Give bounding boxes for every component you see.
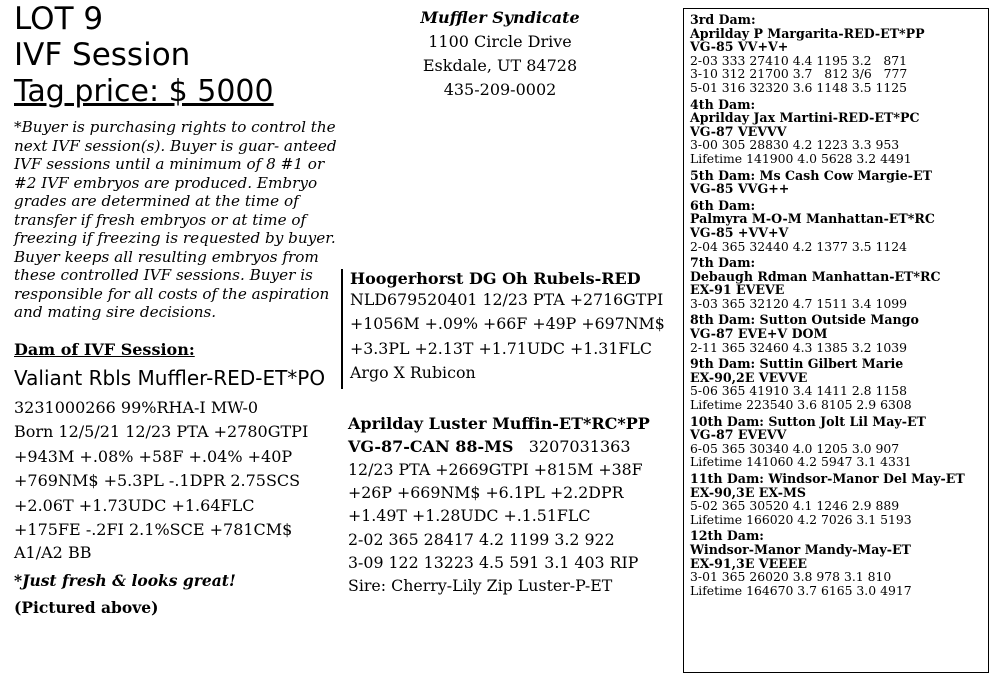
pedigree-dam-label: 6th Dam:: [690, 197, 756, 213]
consignor-address-line1: 1100 Circle Drive: [428, 32, 572, 51]
granddam-name: Aprilday Luster Muffin-ET*RC*PP: [348, 414, 650, 433]
consignor-phone: 435-209-0002: [443, 80, 557, 99]
pedigree-dam-classification: VG-85 VVG++: [690, 181, 790, 197]
pedigree-dam-label: 5th Dam: Ms Cash Cow Margie-ET: [690, 167, 932, 183]
pedigree-dam-classification: VG-85 VV+V+: [690, 39, 789, 55]
pedigree-dam-entry: [690, 313, 988, 354]
pedigree-dam-entry: [690, 98, 988, 166]
granddam-classification: VG-87-CAN 88-MS: [348, 437, 514, 456]
lot-number: LOT 9: [14, 1, 104, 37]
pedigree-dam-record: 5-02 365 30520 4.1 1246 2.9 889: [690, 498, 900, 514]
pedigree-dam-record: 6-05 365 30340 4.0 1205 3.0 907: [690, 440, 900, 456]
sire-detail-line: Argo X Rubicon: [350, 363, 476, 383]
pedigree-dam-record: Lifetime 166020 4.2 7026 3.1 5193: [690, 511, 912, 527]
granddam-detail-line: +26P +669NM$ +6.1PL +2.2DPR: [348, 483, 624, 503]
granddam-detail-line: 12/23 PTA +2669GTPI +815M +38F: [348, 460, 643, 479]
pedigree-dam-record: 5-06 365 41910 3.4 1411 2.8 1158: [690, 383, 908, 399]
granddam-details: [348, 458, 650, 597]
dam-detail-line: Born 12/5/21 12/23 PTA +2780GTPI: [14, 422, 309, 442]
pedigree-dam-label: 8th Dam: Sutton Outside Mango: [690, 312, 919, 328]
granddam-detail-line: +1.49T +1.28UDC +.1.51FLC: [348, 506, 591, 526]
pedigree-dam-record: Lifetime 223540 3.6 8105 2.9 6308: [690, 397, 912, 413]
pedigree-dam-entry: [690, 472, 988, 526]
pedigree-dam-entry: [690, 199, 988, 253]
lot-session-type: IVF Session: [14, 37, 191, 73]
pedigree-dam-label: 10th Dam: Sutton Jolt Lil May-ET: [690, 413, 926, 429]
pedigree-dam-record: 2-11 365 32460 4.3 1385 3.2 1039: [690, 339, 908, 355]
pedigree-dam-name: Windsor-Manor Mandy-May-ET: [690, 541, 911, 557]
pedigree-dam-classification: EX-91 EVEVE: [690, 282, 785, 298]
pedigree-dam-record: 2-03 333 27410 4.4 1195 3.2 871: [690, 52, 908, 68]
pedigree-dam-classification: EX-91,3E VEEEE: [690, 555, 807, 571]
pedigree-dam-classification: VG-85 +VV+V: [690, 224, 789, 240]
pedigree-dam-label: 3rd Dam:: [690, 12, 756, 27]
dam-detail-line: 3231000266 99%RHA-I MW-0: [14, 398, 259, 417]
pedigree-dam-classification: VG-87 VEVVV: [690, 123, 787, 139]
pedigree-dam-entry: [690, 13, 988, 95]
granddam-id: 3207031363: [528, 437, 631, 456]
sire-name: Hoogerhorst DG Oh Rubels-RED: [350, 269, 641, 288]
pedigree-dam-record: 5-01 316 32320 3.6 1148 3.5 1125: [690, 79, 908, 95]
dam-name: Valiant Rbls Muffler-RED-ET*PO: [14, 366, 326, 390]
pedigree-dam-classification: EX-90,2E VEVVE: [690, 369, 808, 385]
pedigree-dam-classification: VG-87 EVE+V DOM: [690, 326, 828, 342]
consignor-address-line2: Eskdale, UT 84728: [422, 56, 578, 75]
dam-details: [14, 396, 308, 542]
consignor-name: Muffler Syndicate: [420, 8, 580, 27]
pedigree-dam-classification: EX-90,3E EX-MS: [690, 484, 806, 500]
sire-block: [341, 269, 665, 389]
pedigree-dam-name: Palmyra M-O-M Manhattan-ET*RC: [690, 211, 935, 227]
sire-detail-line: +3.3PL +2.13T +1.71UDC +1.31FLC: [350, 338, 652, 358]
dam-pictured-note: (Pictured above): [14, 598, 159, 617]
granddam-detail-line: 2-02 365 28417 4.2 1199 3.2 922: [348, 529, 615, 549]
pedigree-dam-record: 3-03 365 32120 4.7 1511 3.4 1099: [690, 295, 908, 311]
pedigree-dam-label: 9th Dam: Suttin Gilbert Marie: [690, 356, 904, 372]
pedigree-dam-label: 4th Dam:: [690, 96, 756, 112]
pedigree-dam-record: Lifetime 141060 4.2 5947 3.1 4331: [690, 454, 912, 470]
pedigree-dam-record: Lifetime 164670 3.7 6165 3.0 4917: [690, 582, 912, 598]
granddam-detail-line: Sire: Cherry-Lily Zip Luster-P-ET: [348, 576, 613, 596]
dam-comment: *Just fresh & looks great!: [14, 571, 236, 590]
consignor-info: [380, 6, 620, 102]
granddam-detail-line: 3-09 122 13223 4.5 591 3.1 403 RIP: [348, 552, 639, 572]
tag-price: Tag price: $ 5000: [14, 74, 274, 109]
pedigree-dam-entry: [690, 415, 988, 469]
dam-detail-line: +2.06T +1.73UDC +1.64FLC: [14, 495, 255, 515]
pedigree-dam-record: 3-01 365 26020 3.8 978 3.1 810: [690, 569, 892, 585]
sire-detail-line: NLD679520401 12/23 PTA +2716GTPI: [350, 290, 664, 309]
pedigree-dam-record: Lifetime 141900 4.0 5628 3.2 4491: [690, 150, 912, 166]
sire-details: [350, 288, 665, 386]
pedigree-dam-record: 3-10 312 21700 3.7 812 3/6 777: [690, 66, 908, 82]
dam-detail-line: +769NM$ +5.3PL -.1DPR 2.75SCS: [14, 471, 301, 491]
maternal-granddam-block: [348, 412, 650, 597]
pedigree-dams-box: [683, 8, 989, 673]
granddam-classification-row: [348, 435, 650, 458]
dam-heading: Dam of IVF Session:: [14, 340, 195, 359]
sire-detail-line: +1056M +.09% +66F +49P +697NM$: [350, 314, 665, 334]
pedigree-dam-label: 11th Dam: Windsor-Manor Del May-ET: [690, 471, 965, 486]
dam-detail-line: +175FE -.2FI 2.1%SCE +781CM$: [14, 520, 293, 540]
pedigree-dam-classification: VG-87 EVEVV: [690, 427, 787, 443]
buyer-terms-note: *Buyer is purchasing rights to control the next IVF session(s). Buyer is guar- anteed IVF sessions until a minimum of 8 #1 or #2 IVF embryos are produced. Embryo grades are determined at the time of transfer if fresh embryos or at time of freezing if freezing is requested by buyer. Buyer keeps all resulting embryos from these controlled IVF sessions. Buyer is responsible for all costs of the aspiration and mating sire decisions.: [14, 118, 337, 321]
pedigree-dam-label: 12th Dam:: [690, 528, 764, 544]
pedigree-dam-name: Aprilday P Margarita-RED-ET*PP: [690, 25, 925, 41]
pedigree-dam-name: Debaugh Rdman Manhattan-ET*RC: [690, 268, 941, 284]
pedigree-dam-entry: [690, 357, 988, 411]
pedigree-dam-record: 3-00 305 28830 4.2 1223 3.3 953: [690, 137, 900, 153]
pedigree-dam-label: 7th Dam:: [690, 255, 756, 271]
dam-genetics: A1/A2 BB: [14, 543, 92, 562]
pedigree-dam-entry: [690, 529, 988, 597]
pedigree-dam-record: 2-04 365 32440 4.2 1377 3.5 1124: [690, 238, 908, 254]
pedigree-dam-entry: [690, 169, 988, 196]
pedigree-dam-entry: [690, 256, 988, 310]
dam-detail-line: +943M +.08% +58F +.04% +40P: [14, 446, 293, 466]
pedigree-dam-name: Aprilday Jax Martini-RED-ET*PC: [690, 110, 920, 126]
